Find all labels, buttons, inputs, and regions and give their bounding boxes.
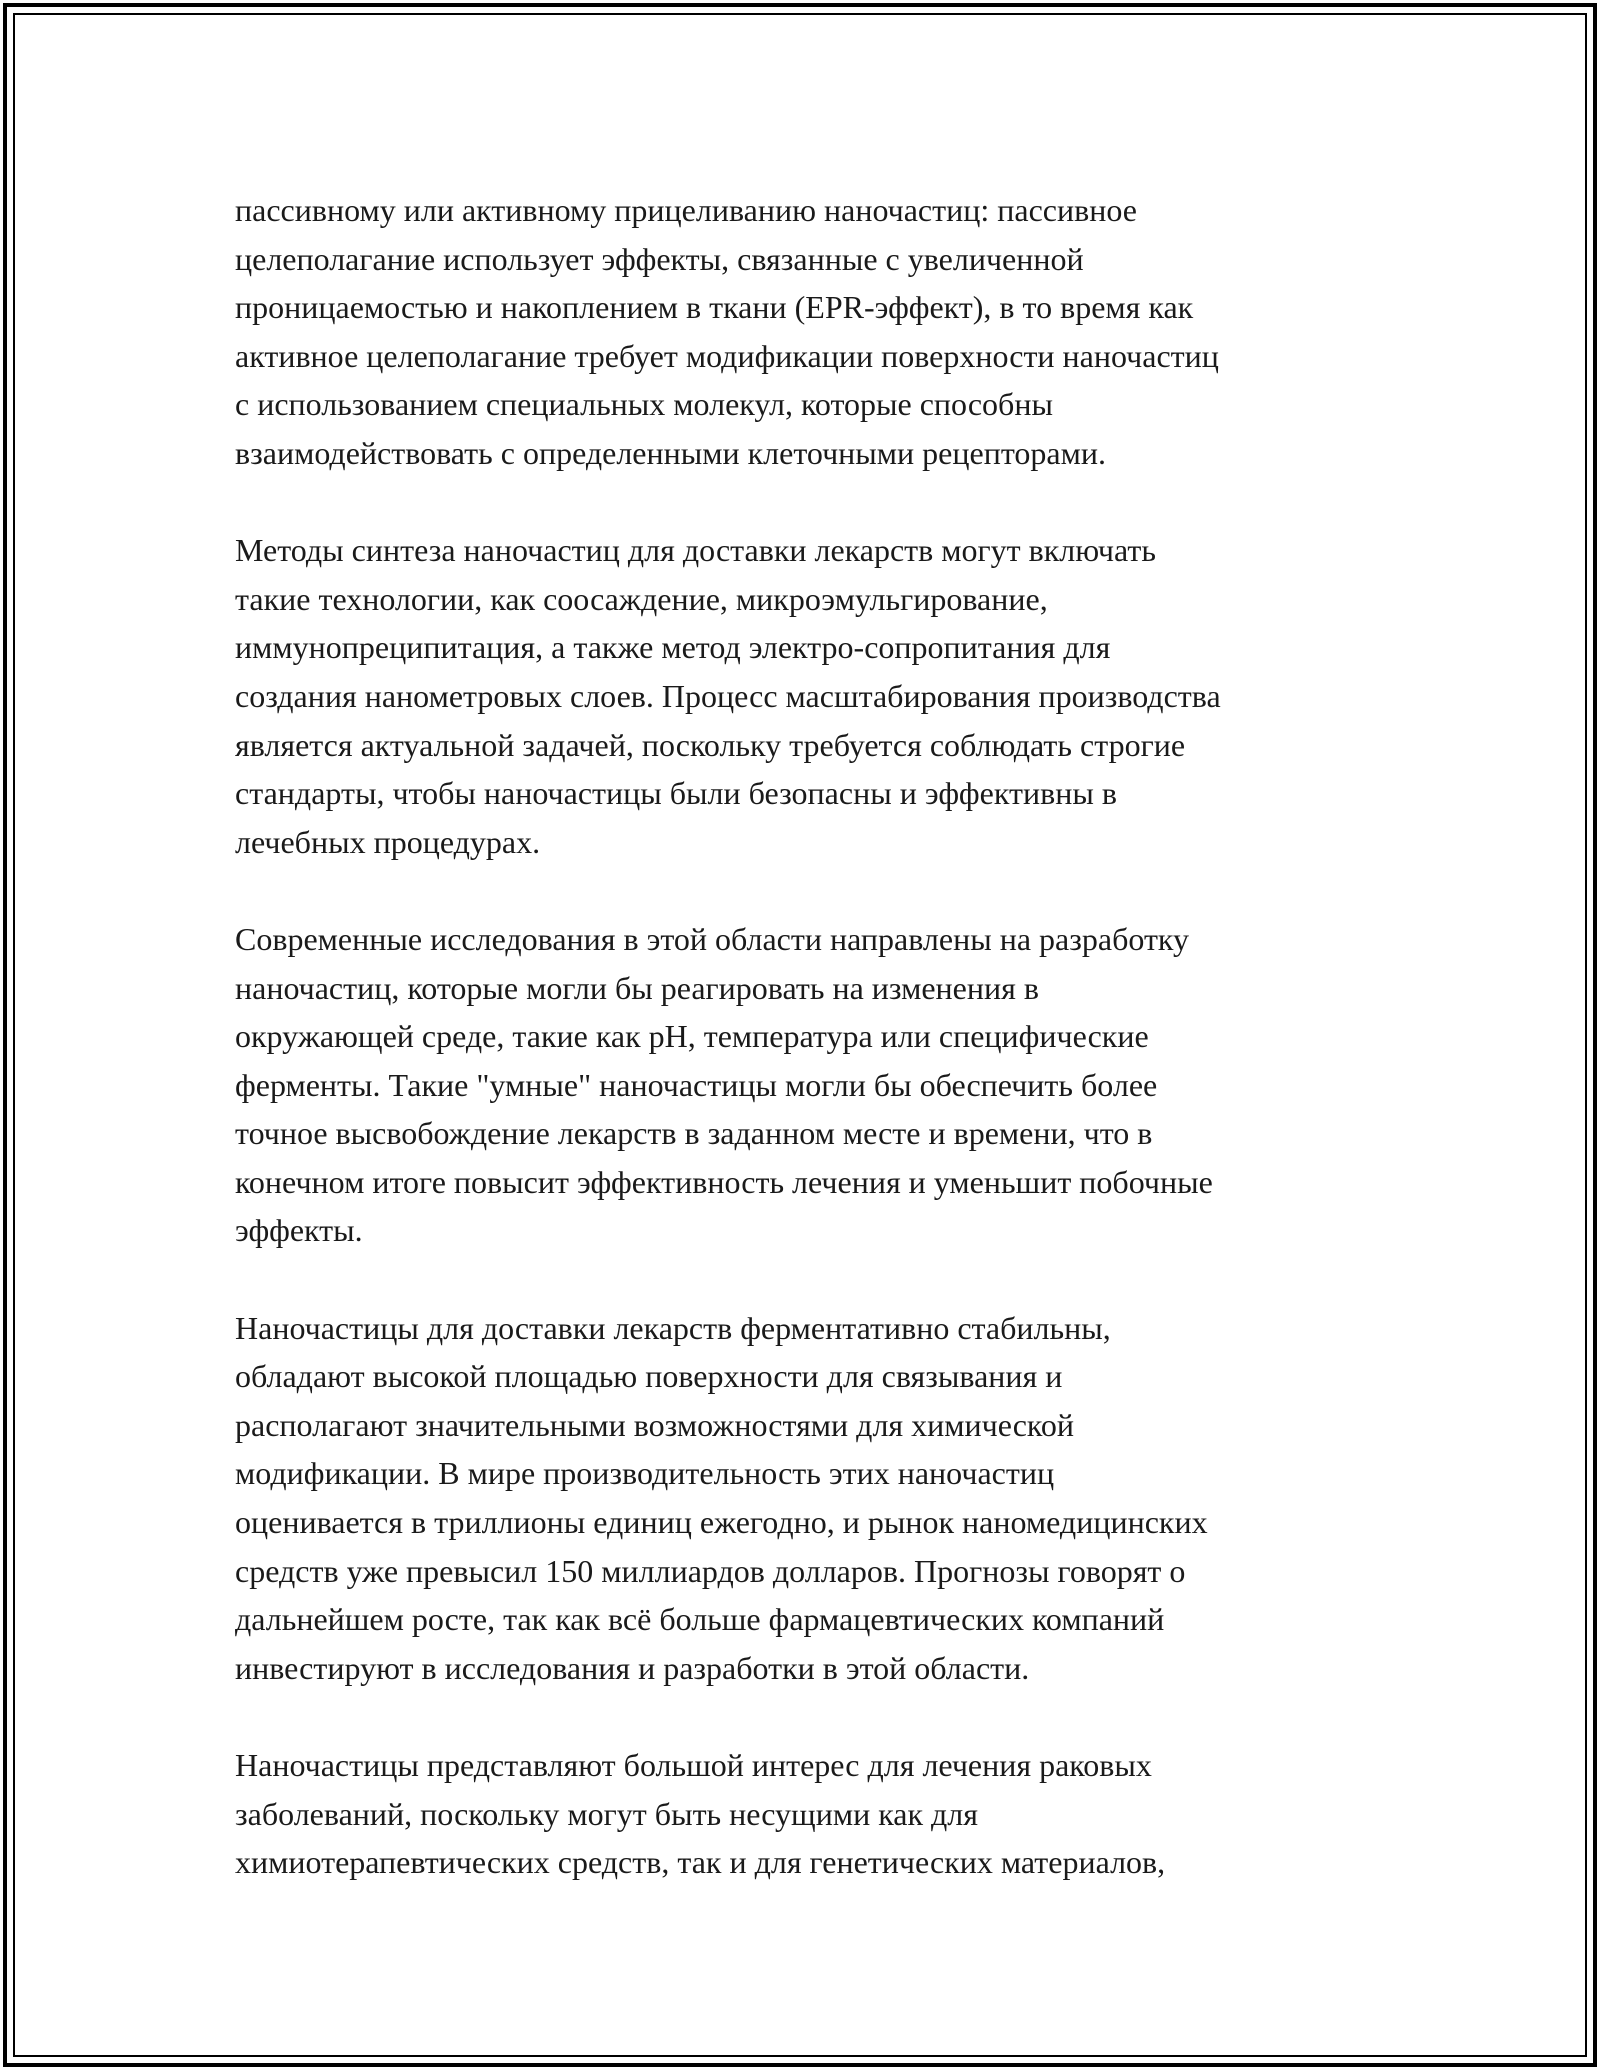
- text-line: конечном итоге повысит эффективность лечения и уменьшит побочные: [235, 1163, 1213, 1200]
- text-line: такие технологии, как соосаждение, микроэмульгирование,: [235, 580, 1048, 617]
- text-line: точное высвобождение лекарств в заданном месте и времени, что в: [235, 1115, 1153, 1152]
- paragraph-synthesis-methods: [235, 526, 1375, 866]
- text-line: проницаемостью и накоплением в ткани (EPR-эффект), в то время как: [235, 289, 1194, 326]
- text-line: создания нанометровых слоев. Процесс масштабирования производства: [235, 677, 1221, 714]
- text-line: стандарты, чтобы наночастицы были безопасны и эффективны в: [235, 775, 1117, 812]
- text-line: эффекты.: [235, 1212, 363, 1249]
- text-line: лечебных процедурах.: [235, 823, 541, 860]
- paragraph-targeting: [235, 186, 1375, 478]
- text-line: целеполагание использует эффекты, связанные с увеличенной: [235, 240, 1084, 277]
- text-line: Методы синтеза наночастиц для доставки лекарств могут включать: [235, 532, 1156, 569]
- text-line: Наночастицы представляют большой интерес для лечения раковых: [235, 1747, 1152, 1783]
- text-line: пассивному или активному прицеливанию наночастиц: пассивное: [235, 192, 1137, 228]
- text-line: инвестируют в исследования и разработки в этой области.: [235, 1649, 1030, 1686]
- text-line: окружающей среде, такие как pH, температура или специфические: [235, 1018, 1149, 1055]
- text-line: химиотерапевтических средств, так и для генетических материалов,: [235, 1844, 1166, 1881]
- text-line: средств уже превысил 150 миллиардов долларов. Прогнозы говорят о: [235, 1552, 1186, 1589]
- text-line: оценивается в триллионы единиц ежегодно, и рынок наномедицинских: [235, 1504, 1208, 1541]
- text-line: с использованием специальных молекул, которые способны: [235, 386, 1053, 423]
- text-line: взаимодействовать с определенными клеточными рецепторами.: [235, 434, 1106, 471]
- text-line: ферменты. Такие "умные" наночастицы могли бы обеспечить более: [235, 1066, 1158, 1103]
- document-body: [235, 186, 1375, 1935]
- paragraph-market: [235, 1304, 1375, 1693]
- text-line: иммунопреципитация, а также метод электро-сопропитания для: [235, 629, 1111, 666]
- paragraph-cancer-treatment: [235, 1741, 1375, 1887]
- text-line: Современные исследования в этой области направлены на разработку: [235, 920, 1190, 957]
- text-line: Наночастицы для доставки лекарств ферментативно стабильны,: [235, 1309, 1111, 1346]
- text-line: модификации. В мире производительность этих наночастиц: [235, 1455, 1055, 1492]
- text-line: заболеваний, поскольку могут быть несущими как для: [235, 1795, 978, 1832]
- text-line: обладают высокой площадью поверхности для связывания и: [235, 1358, 1063, 1395]
- text-line: дальнейшем росте, так как всё больше фармацевтических компаний: [235, 1601, 1165, 1638]
- text-line: наночастиц, которые могли бы реагировать на изменения в: [235, 969, 1039, 1006]
- text-line: является актуальной задачей, поскольку требуется соблюдать строгие: [235, 726, 1186, 763]
- text-line: располагают значительными возможностями для химической: [235, 1406, 1074, 1443]
- text-line: активное целеполагание требует модификации поверхности наночастиц: [235, 337, 1219, 374]
- paragraph-smart-nanoparticles: [235, 915, 1375, 1255]
